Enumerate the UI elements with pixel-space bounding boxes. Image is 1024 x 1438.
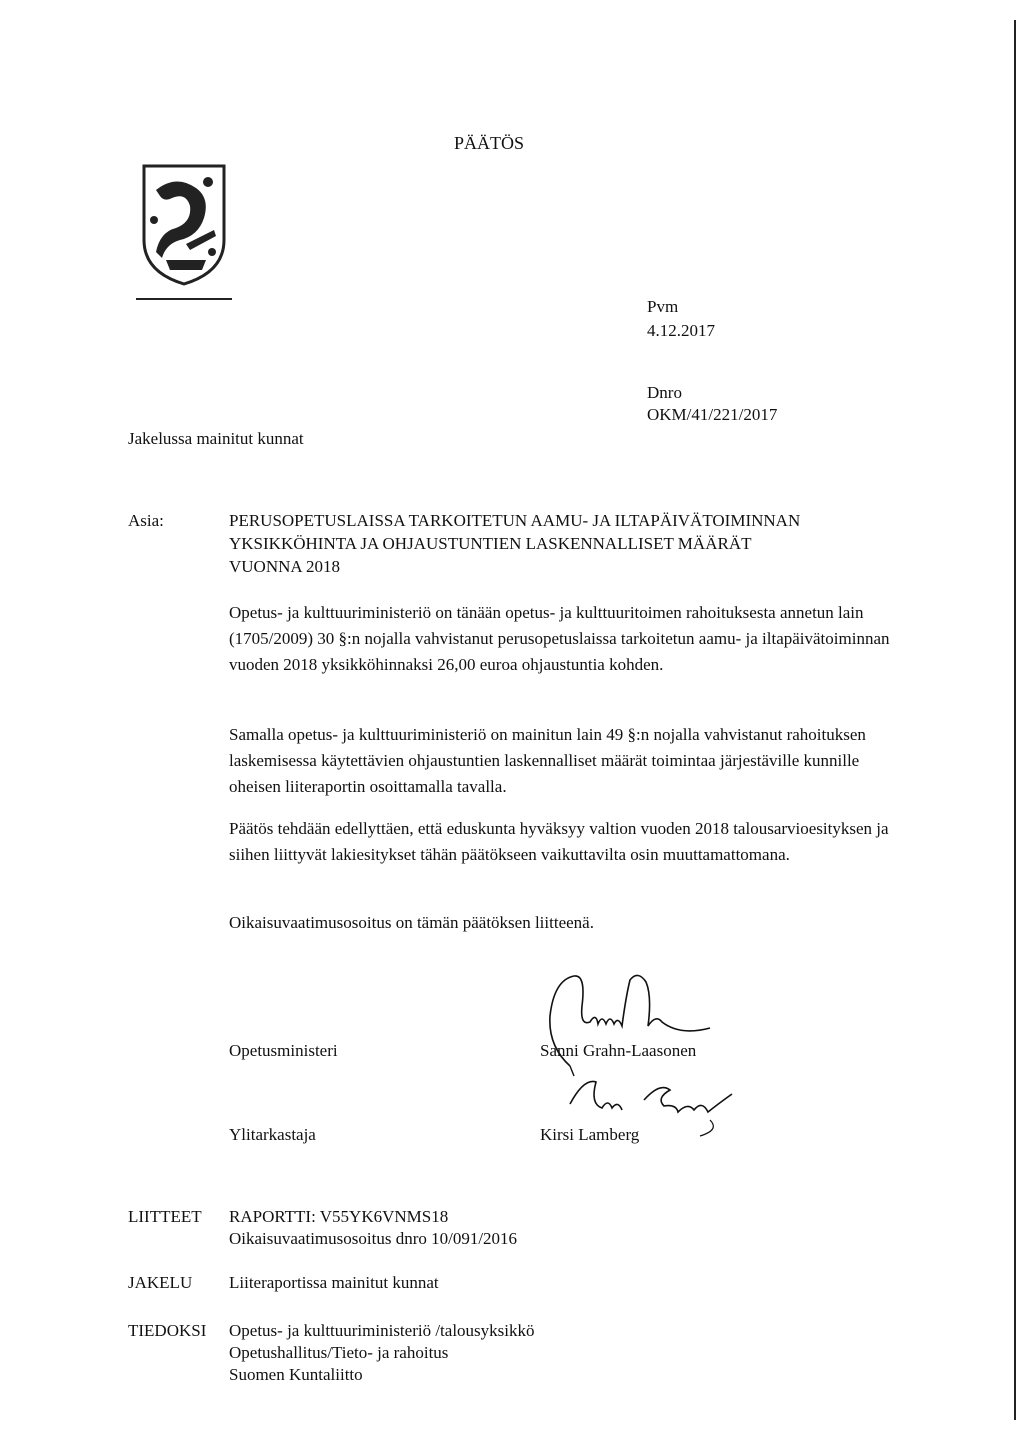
signer-1-name: Sanni Grahn-Laasonen [540, 1041, 697, 1060]
body-paragraph-1: Opetus- ja kulttuuriministeriö on tänään opetus- ja kulttuuritoimen rahoituksesta annetun lain (1705/2009) 30 §:n nojalla vahvistanut perusopetuslaissa tarkoitetun aamu- ja iltapäivätoiminnan vuoden 2018 yksikköhinnaksi 26,00 euroa ohjaustuntia kohden. [229, 603, 890, 674]
for-info-item-3: Suomen Kuntaliitto [229, 1365, 363, 1384]
body-paragraph-4: Oikaisuvaatimusosoitus on tämän päätöksen liitteenä. [229, 913, 594, 932]
for-info-item-2: Opetushallitus/Tieto- ja rahoitus [229, 1343, 449, 1362]
attachment-item-1: RAPORTTI: V55YK6VNMS18 [229, 1207, 449, 1226]
distribution-label: JAKELU [128, 1273, 193, 1292]
signature-2-handwritten [560, 1064, 740, 1144]
for-info-item-1: Opetus- ja kulttuuriministeriö /talousyksikkö [229, 1321, 535, 1340]
subject-line-2: YKSIKKÖHINTA JA OHJAUSTUNTIEN LASKENNALLISET MÄÄRÄT [229, 534, 752, 553]
signer-2-title: Ylitarkastaja [229, 1125, 316, 1144]
distribution-item-1: Liiteraportissa mainitut kunnat [229, 1273, 439, 1292]
dnro-label: Dnro [647, 383, 682, 402]
body-paragraph-2: Samalla opetus- ja kulttuuriministeriö on mainitun lain 49 §:n nojalla vahvistanut rahoituksen laskemisessa käytettävien ohjaustuntien laskennalliset määrät toimintaa järjestäville kunnille oheisen liiteraportin osoittamalla tavalla. [229, 725, 866, 796]
date-value: 4.12.2017 [647, 321, 715, 340]
for-info-label: TIEDOKSI [128, 1321, 207, 1340]
subject-label: Asia: [128, 511, 164, 530]
attachment-item-2: Oikaisuvaatimusosoitus dnro 10/091/2016 [229, 1229, 518, 1248]
recipient: Jakelussa mainitut kunnat [128, 429, 304, 448]
subject-line-3: VUONNA 2018 [229, 557, 340, 576]
signer-1-title: Opetusministeri [229, 1041, 338, 1060]
signer-2-name: Kirsi Lamberg [540, 1125, 640, 1144]
subject-line-1: PERUSOPETUSLAISSA TARKOITETUN AAMU- JA ILTAPÄIVÄTOIMINNAN [229, 511, 801, 530]
coat-of-arms-emblem [136, 160, 232, 288]
attachments-label: LIITTEET [128, 1207, 202, 1226]
emblem-underline [136, 298, 232, 300]
dnro-value: OKM/41/221/2017 [647, 405, 778, 424]
date-label: Pvm [647, 297, 679, 316]
scan-edge-line [1014, 20, 1016, 1420]
body-paragraph-3: Päätös tehdään edellyttäen, että eduskunta hyväksyy valtion vuoden 2018 talousarvioesityksen ja siihen liittyvät lakiesitykset tähän päätökseen vaikuttavilta osin muuttamattomana. [229, 819, 889, 864]
document-type: PÄÄTÖS [454, 133, 525, 153]
